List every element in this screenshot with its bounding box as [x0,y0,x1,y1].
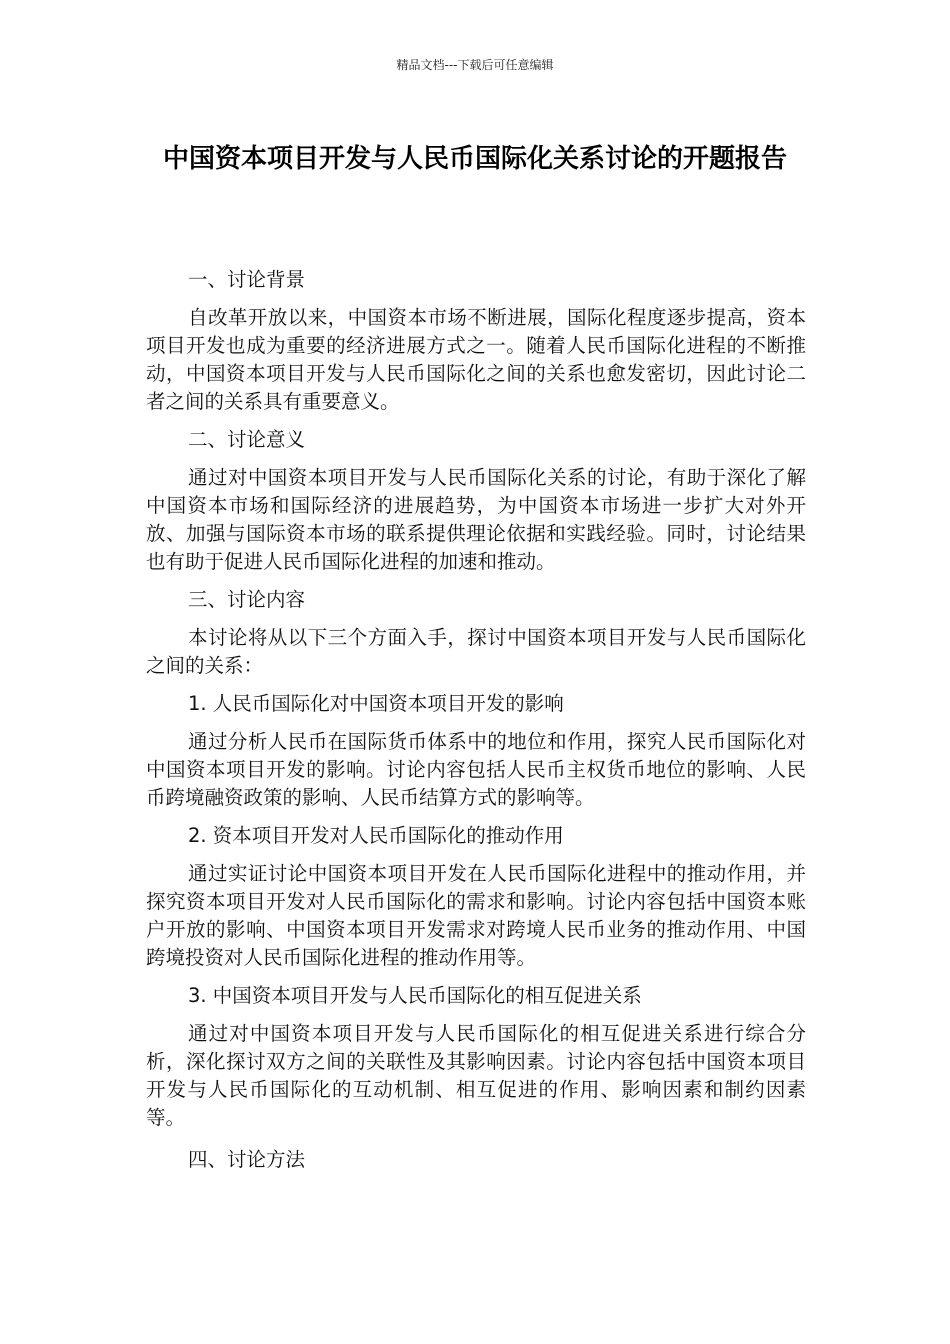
subheading-item-3: 3. 中国资本项目开发与人民币国际化的相互促进关系 [188,984,642,1007]
subheading-item-2: 2. 资本项目开发对人民币国际化的推动作用 [188,824,564,847]
subheading-item-1: 1. 人民币国际化对中国资本项目开发的影响 [188,692,564,715]
paragraph-significance: 通过对中国资本项目开发与人民币国际化关系的讨论，有助于深化了解中国资本市场和国际经济的进展趋势，为中国资本市场进一步扩大对外开放、加强与国际资本市场的联系提供理论依据和实践经验。同时，讨论结果也有助于促进人民币国际化进程的加速和推动。 [146,466,806,573]
paragraph-background: 自改革开放以来，中国资本市场不断进展，国际化程度逐步提高，资本项目开发也成为重要的经济进展方式之一。随着人民币国际化进程的不断推动，中国资本项目开发与人民币国际化之间的关系也愈发密切，因此讨论二者之间的关系具有重要意义。 [146,306,806,413]
document-body [146,266,806,1184]
paragraph-item-1: 通过分析人民币在国际货币体系中的地位和作用，探究人民币国际化对中国资本项目开发的影响。讨论内容包括人民币主权货币地位的影响、人民币跨境融资政策的影响、人民币结算方式的影响等。 [146,730,806,809]
section-heading-method: 四、讨论方法 [188,1148,306,1171]
paragraph-item-2: 通过实证讨论中国资本项目开发在人民币国际化进程中的推动作用，并探究资本项目开发对人民币国际化的需求和影响。讨论内容包括中国资本账户开放的影响、中国资本项目开发需求对跨境人民币业务的推动作用、中国跨境投资对人民币国际化进程的推动作用等。 [146,862,806,969]
section-heading-content: 三、讨论内容 [188,588,306,611]
document-title: 中国资本项目开发与人民币国际化关系讨论的开题报告 [162,144,787,174]
paragraph-content-intro: 本讨论将从以下三个方面入手，探讨中国资本项目开发与人民币国际化之间的关系： [146,626,806,677]
section-heading-background: 一、讨论背景 [188,268,306,291]
paragraph-item-3: 通过对中国资本项目开发与人民币国际化的相互促进关系进行综合分析，深化探讨双方之间的关联性及其影响因素。讨论内容包括中国资本项目开发与人民币国际化的互动机制、相互促进的作用、影响因素和制约因素等。 [146,1022,806,1129]
section-heading-significance: 二、讨论意义 [188,428,306,451]
header-note: 精品文档---下载后可任意编辑 [396,58,554,72]
